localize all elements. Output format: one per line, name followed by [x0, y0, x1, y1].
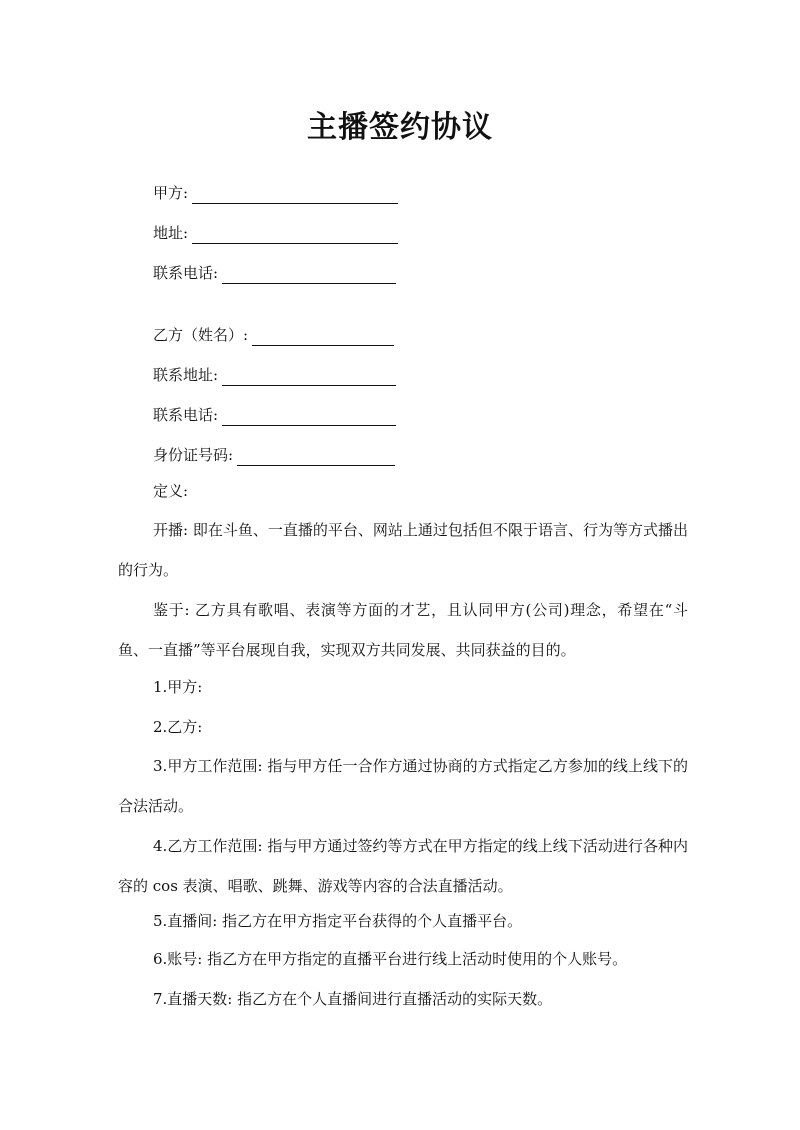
party-b-phone-field — [153, 400, 396, 426]
party-a-name-blank — [192, 185, 398, 204]
party-b-id-field — [153, 440, 395, 466]
item-3: 3.甲方工作范围: 指与甲方任一合作方通过协商的方式指定乙方参加的线上线下的合法活动。 — [118, 757, 688, 815]
item-2: 2.乙方: — [153, 718, 203, 736]
item-4: 4.乙方工作范围: 指与甲方通过签约等方式在甲方指定的线上线下活动进行各种内容的 cos 表演、唱歌、跳舞、游戏等内容的合法直播活动。 — [118, 837, 688, 895]
party-b-name-label: 乙方（姓名）: — [153, 326, 249, 344]
party-a-address-field — [153, 218, 398, 244]
party-b-id-blank — [237, 447, 395, 466]
definitions-heading: 定义: — [153, 482, 189, 500]
item-7: 7.直播天数: 指乙方在个人直播间进行直播活动的实际天数。 — [153, 990, 553, 1008]
party-a-phone-field — [153, 258, 396, 284]
party-b-phone-blank — [222, 407, 396, 426]
party-a-address-label: 地址: — [153, 224, 189, 242]
party-b-phone-label: 联系电话: — [153, 406, 219, 424]
party-b-id-label: 身份证号码: — [153, 446, 234, 464]
party-a-name-label: 甲方: — [153, 184, 189, 202]
party-a-phone-blank — [222, 265, 396, 284]
paragraph-broadcast: 开播: 即在斗鱼、一直播的平台、网站上通过包括但不限于语言、行为等方式播出的行为。 — [118, 521, 688, 579]
item-5: 5.直播间: 指乙方在甲方指定平台获得的个人直播平台。 — [153, 912, 523, 930]
party-b-name-blank — [252, 327, 394, 346]
party-b-address-blank — [222, 367, 396, 386]
document-title: 主播签约协议 — [307, 110, 493, 145]
item-6: 6.账号: 指乙方在甲方指定的直播平台进行线上活动时使用的个人账号。 — [153, 950, 628, 968]
item-1: 1.甲方: — [153, 678, 203, 696]
party-a-name-field — [153, 178, 398, 204]
party-a-address-blank — [192, 225, 398, 244]
party-a-phone-label: 联系电话: — [153, 264, 219, 282]
party-b-address-label: 联系地址: — [153, 366, 219, 384]
party-b-address-field — [153, 360, 396, 386]
party-b-name-field — [153, 320, 394, 346]
paragraph-whereas: 鉴于: 乙方具有歌唱、表演等方面的才艺，且认同甲方(公司)理念，希望在“斗鱼、一直播”等平台展现自我，实现双方共同发展、共同获益的目的。 — [118, 601, 688, 659]
